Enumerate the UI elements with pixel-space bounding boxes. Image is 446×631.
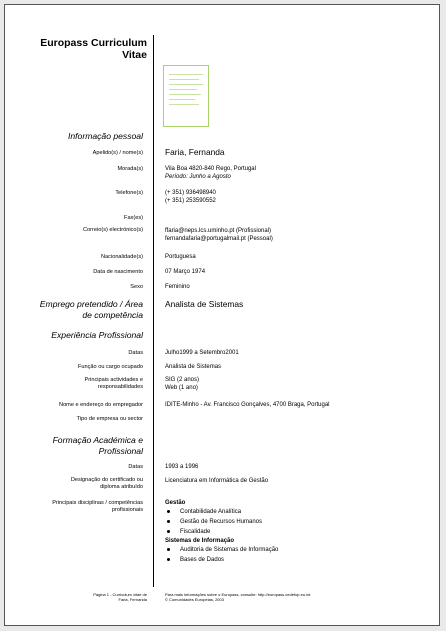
exp-activities-label-2: responsabilidades bbox=[97, 384, 143, 390]
email-label: Correio(s) electrónico(s) bbox=[83, 227, 143, 233]
bullet-icon bbox=[167, 548, 170, 551]
edu-dates-label: Datas bbox=[128, 464, 143, 470]
section-experience: Experiência Profissional bbox=[51, 330, 143, 340]
phone-label: Telefone(s) bbox=[115, 190, 143, 196]
edu-degree-value: Licenciatura em Informática de Gestão bbox=[165, 478, 269, 484]
list-item-text: Contabilidade Analítica bbox=[180, 509, 242, 515]
list-item-text: Bases de Dados bbox=[180, 557, 225, 563]
edu-group-2 bbox=[165, 537, 425, 545]
phone-value-2: (+ 351) 253590552 bbox=[165, 198, 216, 204]
section-desired-job bbox=[15, 299, 143, 321]
address-period: Período: Junho a Agosto bbox=[165, 174, 231, 180]
exp-employer-label: Nome e endereço do empregador bbox=[59, 402, 143, 408]
phone-value-1: (+ 351) 936498940 bbox=[165, 190, 216, 196]
column-divider bbox=[153, 35, 154, 587]
desired-job-value: Analista de Sistemas bbox=[165, 299, 244, 309]
list-item-text: Fiscalidade bbox=[180, 529, 211, 535]
desired-job-line-2: de competência bbox=[82, 310, 143, 320]
nationality-value: Portuguesa bbox=[165, 254, 196, 260]
exp-sector-label: Tipo de empresa ou sector bbox=[76, 416, 143, 422]
desired-job-line-1: Emprego pretendido / Área bbox=[39, 299, 143, 309]
section-education bbox=[15, 435, 143, 457]
title-line-1: Europass Curriculum bbox=[40, 37, 147, 49]
footer-left bbox=[45, 592, 147, 602]
address-value-2 bbox=[165, 173, 425, 181]
photo-placeholder bbox=[163, 65, 209, 127]
footer-right-line-1[interactable]: Para mais informações sobre o Europass, consulte: http://europass.cedefop.eu.int bbox=[165, 592, 311, 597]
nationality-label: Nacionalidade(s) bbox=[101, 254, 143, 260]
bullet-icon bbox=[167, 558, 170, 561]
edu-subjects-label-1: Principais disciplinas / competências bbox=[52, 500, 143, 506]
edu-dates-value: 1993 a 1996 bbox=[165, 464, 199, 470]
list-item bbox=[167, 556, 224, 564]
exp-role-label: Função ou cargo ocupado bbox=[78, 364, 143, 370]
list-item-text: Gestão de Recursos Humanos bbox=[180, 519, 263, 525]
exp-employer-value: IDITE-Minho - Av. Francisco Gonçalves, 4700 Braga, Portugal bbox=[165, 402, 330, 408]
list-item bbox=[167, 528, 210, 536]
list-item-text: Auditoria de Sistemas de Informação bbox=[180, 547, 279, 553]
cv-page bbox=[4, 4, 440, 626]
section-personal: Informação pessoal bbox=[68, 131, 143, 141]
list-item bbox=[167, 508, 241, 516]
edu-group-2-title: Sistemas de Informação bbox=[165, 538, 235, 544]
list-item bbox=[167, 518, 262, 526]
education-line-1: Formação Académica e bbox=[52, 435, 143, 445]
birth-value: 07 Março 1974 bbox=[165, 269, 206, 275]
birth-label: Data de nascimento bbox=[93, 269, 143, 275]
name-label: Apelido(s) / nome(s) bbox=[92, 150, 143, 156]
footer-left-line-2: Faria, Fernanda bbox=[118, 597, 147, 602]
edu-subjects-label-2: profissionais bbox=[111, 507, 143, 513]
email-value-2[interactable]: fernandafaria@portugalmail.pt (Pessoal) bbox=[165, 236, 273, 242]
sex-value: Feminino bbox=[165, 284, 190, 290]
document-title bbox=[35, 37, 147, 61]
exp-activities-label bbox=[15, 377, 143, 391]
edu-degree-label bbox=[15, 477, 143, 491]
title-line-2: Vitae bbox=[122, 49, 147, 61]
footer-left-line-1: Página 1 - Curriculum vitae de bbox=[93, 592, 147, 597]
email-value-1[interactable]: ffaria@neps.lcs.uminho.pt (Profissional) bbox=[165, 228, 272, 234]
list-item bbox=[167, 546, 278, 554]
edu-degree-label-1: Designação do certificado ou bbox=[70, 477, 143, 483]
exp-activity-1: SIG (2 anos) bbox=[165, 377, 200, 383]
sex-label: Sexo bbox=[130, 284, 143, 290]
exp-activity-2: Web (1 ano) bbox=[165, 385, 198, 391]
footer-right bbox=[165, 592, 435, 602]
bullet-icon bbox=[167, 530, 170, 533]
edu-group-1-title: Gestão bbox=[165, 500, 186, 506]
bullet-icon bbox=[167, 520, 170, 523]
exp-dates-value: Julho1999 a Setembro2001 bbox=[165, 350, 239, 356]
edu-group-1 bbox=[165, 499, 425, 507]
bullet-icon bbox=[167, 510, 170, 513]
exp-activities-label-1: Principais actividades e bbox=[84, 377, 143, 383]
name-value: Faria, Fernanda bbox=[165, 147, 225, 157]
edu-degree-label-2: diploma atribuído bbox=[100, 484, 143, 490]
fax-label: Fax(es) bbox=[124, 215, 143, 221]
address-label: Morada(s) bbox=[117, 166, 143, 172]
education-line-2: Profissional bbox=[98, 446, 143, 456]
exp-dates-label: Datas bbox=[128, 350, 143, 356]
address-value-1: Vila Boa 4820-840 Rego, Portugal bbox=[165, 166, 256, 172]
footer-right-line-2: © Comunidades Europeias, 2003 bbox=[165, 597, 224, 602]
edu-subjects-label bbox=[15, 500, 143, 514]
exp-role-value: Analista de Sistemas bbox=[165, 364, 222, 370]
